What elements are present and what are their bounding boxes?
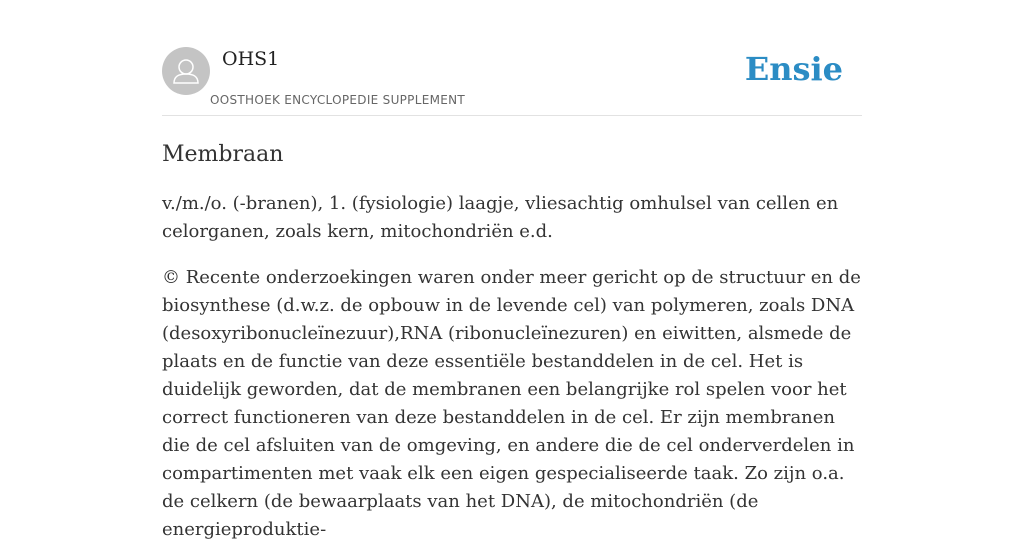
source-code[interactable]: OHS1 xyxy=(222,48,280,70)
article-paragraph: © Recente onderzoekingen waren onder meer gericht op de structuur en de biosynthese (d.w.z. de opbouw in de levende cel) van polymeren, zoals DNA (desoxyribonucleïnezuur),RNA (ribonucleïnezuren) en eiwitten, alsmede de plaats en de functie van deze essentiële bestanddelen in de cel. Het is duidelijk geworden, dat de membranen een belangrijke rol spelen voor het correct functioneren van deze bestanddelen in de cel. Er zijn membranen die de cel afsluiten van de omgeving, en andere die de cel onderverdelen in compartimenten met vaak elk een eigen gespecialiseerde taak. Zo zijn o.a. de celkern (de bewaarplaats van het DNA), de mitochondriën (de energieproduktie- xyxy=(162,267,861,540)
article-paragraph: v./m./o. (-branen), 1. (fysiologie) laagje, vliesachtig omhulsel van cellen en celorganen, zoals kern, mitochondriën e.d. xyxy=(162,193,839,242)
source-name[interactable]: OOSTHOEK ENCYCLOPEDIE SUPPLEMENT xyxy=(210,93,466,107)
ensie-logo[interactable]: Ensie xyxy=(744,50,843,88)
avatar[interactable] xyxy=(162,47,210,95)
page xyxy=(162,0,862,544)
user-silhouette-icon xyxy=(162,47,210,95)
article-title: Membraan xyxy=(162,142,284,167)
source-header xyxy=(162,46,862,116)
